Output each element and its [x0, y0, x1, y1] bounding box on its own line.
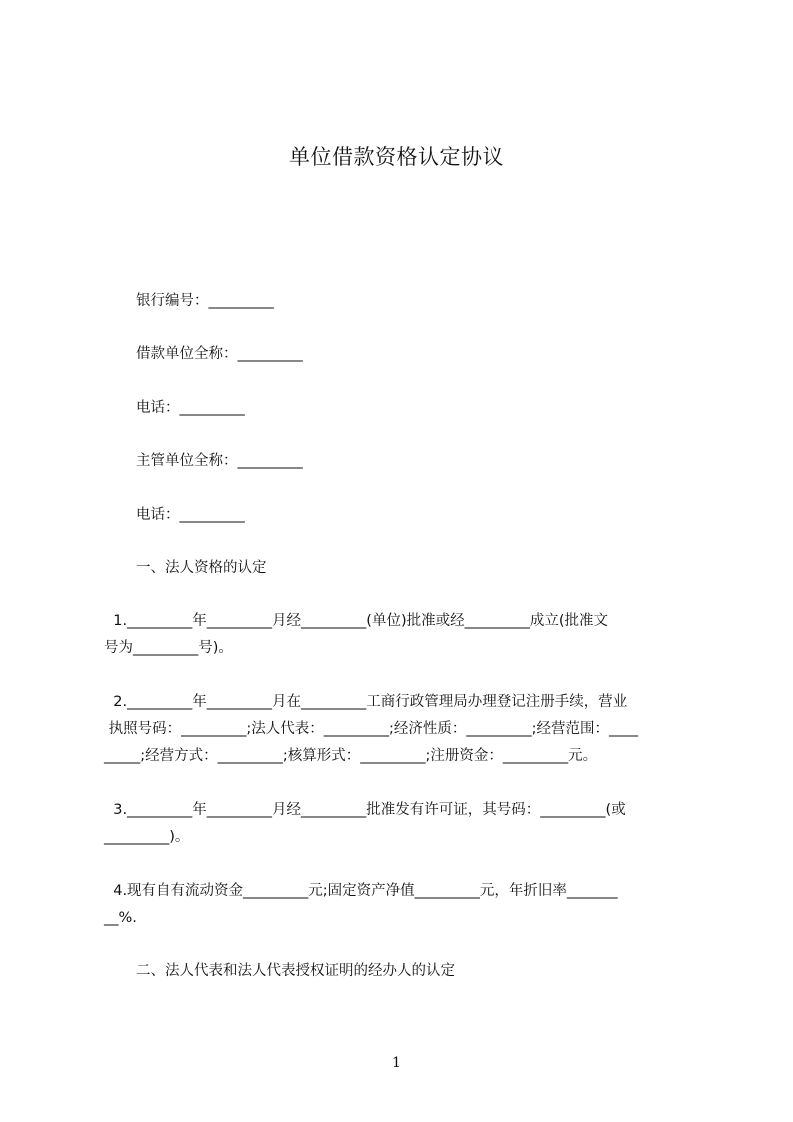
item-3-line-1: 3._________年_________月经_________批准发有许可证，其号码：_________(或 — [104, 802, 626, 818]
borrower-phone-field: 电话：_________ — [136, 400, 245, 416]
item-1-line-1: 1._________年_________月经_________(单位)批准或经_________成立(批准文 — [104, 613, 609, 629]
borrower-name-field: 借款单位全称：_________ — [136, 346, 303, 362]
document-title: 单位借款资格认定协议 — [289, 145, 504, 169]
item-4-line-1: 4.现有自有流动资金_________元;固定资产净值_________元，年折旧率_______ — [104, 883, 618, 899]
item-3-line-2: _________)。 — [104, 829, 190, 845]
item-2-line-3: _____;经营方式：_________;核算形式：_________;注册资金：_________元。 — [104, 748, 598, 764]
item-4-line-2: __%. — [104, 910, 137, 926]
item-2-line-1: 2._________年_________月在_________工商行政管理局办理登记注册手续，营业 — [104, 694, 628, 710]
item-2-line-2: 执照号码：_________;法人代表：_________;经济性质：_________;经营范围：____ — [104, 721, 639, 737]
supervisor-phone-field: 电话：_________ — [136, 507, 245, 523]
supervisor-name-field: 主管单位全称：_________ — [136, 453, 303, 469]
bank-number-field: 银行编号：_________ — [136, 293, 274, 309]
section-1-heading: 一、法人资格的认定 — [136, 560, 267, 576]
section-2-heading: 二、法人代表和法人代表授权证明的经办人的认定 — [136, 963, 455, 979]
page-number: 1 — [392, 1055, 401, 1071]
item-1-line-2: 号为_________号)。 — [104, 640, 233, 656]
